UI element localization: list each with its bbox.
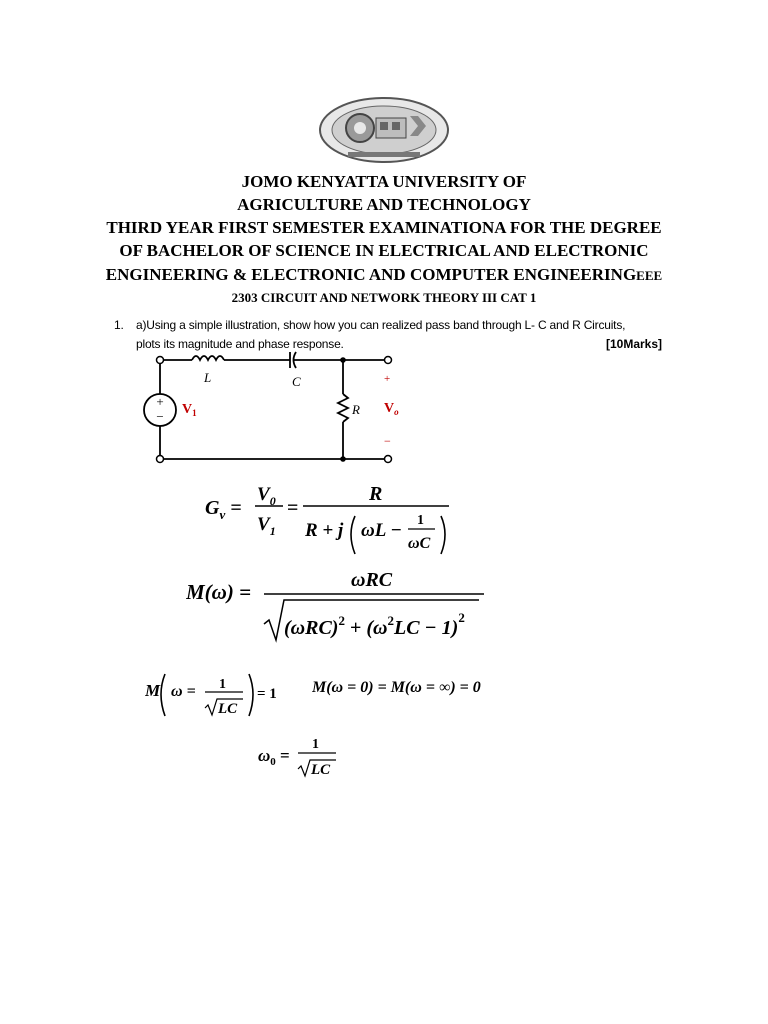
svg-text:ω0 =: $\omega_0$ = bbox=[258, 746, 290, 768]
university-name-line1: JOMO KENYATTA UNIVERSITY OF bbox=[241, 172, 527, 191]
output-minus: − bbox=[384, 434, 391, 448]
course-code-title: 2303 CIRCUIT AND NETWORK THEORY III CAT 1 bbox=[231, 290, 537, 305]
svg-text:LC: LC bbox=[218, 701, 238, 717]
svg-text:LC: LC bbox=[311, 762, 331, 778]
inductor-symbol bbox=[192, 356, 224, 360]
svg-text:1: 1 bbox=[312, 737, 319, 752]
question-text-line1: a)Using a simple illustration, show how you can realized pass band through L- C and R Circuits, bbox=[136, 318, 626, 332]
svg-text:M: M bbox=[145, 681, 161, 700]
exam-title-line1: THIRD YEAR FIRST SEMESTER EXAMINATIONA FOR THE DEGREE bbox=[106, 218, 662, 237]
question-number: 1. bbox=[114, 318, 124, 332]
university-seal-logo bbox=[318, 96, 450, 164]
question-marks: [10Marks] bbox=[606, 337, 663, 351]
source-voltage-label: $V_1$ bbox=[182, 402, 197, 418]
gain-equation bbox=[205, 478, 455, 560]
svg-text:ω =: ω = bbox=[171, 683, 196, 700]
svg-text:1: 1 bbox=[417, 513, 424, 528]
resonant-frequency-equation bbox=[258, 733, 348, 781]
svg-text:= 1: = 1 bbox=[257, 686, 277, 702]
svg-text:M(ω = 0) = M(ω = ∞) = 0: M(ω = 0) = M(ω = ∞) = 0 bbox=[312, 679, 481, 696]
resistor-label: R bbox=[352, 402, 360, 417]
svg-text:R + j: R + j bbox=[305, 520, 344, 541]
magnitude-equation bbox=[186, 566, 486, 650]
svg-text:ωRC: ωRC bbox=[351, 569, 393, 591]
capacitor-label: C bbox=[292, 374, 301, 389]
output-voltage-label: $V_o$ bbox=[384, 401, 399, 417]
question-text-line2: plots its magnitude and phase response. bbox=[136, 337, 344, 351]
magnitude-limits-equation bbox=[312, 674, 512, 702]
exam-title-line3: ENGINEERING & ELECTRONIC AND COMPUTER ENGINEERINGEEE bbox=[105, 265, 663, 284]
source-minus: − bbox=[156, 409, 164, 424]
svg-text:1: 1 bbox=[219, 677, 226, 692]
svg-text:Gv =: $G_v$ = bbox=[205, 497, 242, 522]
rlc-bandpass-circuit bbox=[140, 350, 400, 468]
svg-text:M(ω) =: M(ω) = bbox=[186, 580, 252, 604]
svg-text:=: = bbox=[287, 497, 299, 519]
svg-text:V0: $V_0$ bbox=[257, 484, 276, 508]
programme-code: EEE bbox=[636, 268, 663, 283]
source-plus: + bbox=[156, 394, 164, 409]
svg-text:ωL −: ωL − bbox=[361, 520, 402, 541]
inductor-label: L bbox=[204, 370, 212, 385]
svg-text:R: R bbox=[369, 483, 383, 505]
resistor-symbol bbox=[338, 394, 348, 422]
university-name-line2: AGRICULTURE AND TECHNOLOGY bbox=[237, 195, 531, 214]
svg-text:V1: $V_1$ bbox=[257, 514, 276, 538]
svg-text:ωC: ωC bbox=[408, 535, 431, 552]
svg-text:(ωRC)2 + (ω2LC − 1)2: $(\omega RC)^2 + (\omega^2LC - 1)^2$ bbox=[284, 610, 465, 639]
exam-title-line2: OF BACHELOR OF SCIENCE IN ELECTRICAL AND ELECTRONIC bbox=[119, 241, 649, 260]
magnitude-at-resonance-equation bbox=[145, 668, 285, 720]
output-plus: + bbox=[384, 373, 391, 385]
